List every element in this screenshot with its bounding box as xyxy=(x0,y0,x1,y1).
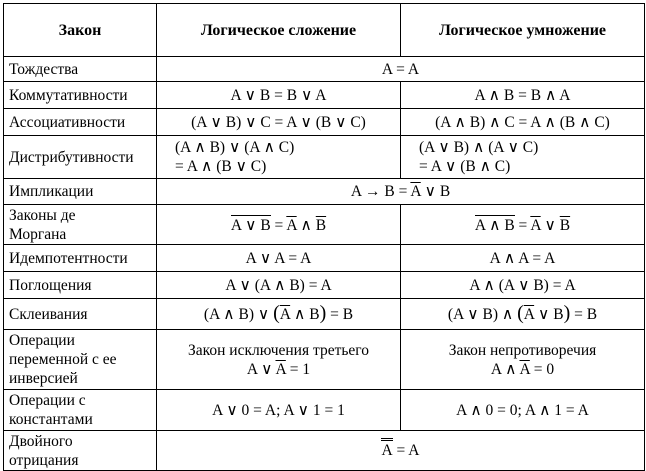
negated-a: $\overline{A}$ xyxy=(279,306,291,323)
formula-and xyxy=(401,136,645,179)
negated-a: $\overline{A}$ xyxy=(410,183,421,200)
negated-a: $\overline{A}$ xyxy=(286,216,297,234)
formula-and: A ∧ (A ∨ B) = A xyxy=(401,272,645,299)
law-name: Поглощения xyxy=(4,272,157,299)
formula-or xyxy=(157,299,401,330)
row-constants xyxy=(4,390,645,431)
formula-part: ∨ xyxy=(540,216,560,234)
negated-expression: A ∧ B xyxy=(474,216,515,234)
law-name-line: инверсией xyxy=(9,370,78,387)
formula-and: A ∧ 0 = 0; A ∧ 1 = A xyxy=(401,390,645,431)
row-distributive xyxy=(4,136,645,179)
formula-or: A ∨ (A ∧ B) = A xyxy=(157,272,401,299)
formula-double-negation xyxy=(157,431,645,471)
formula-and: (A ∧ B) ∧ C = A ∧ (B ∧ C) xyxy=(401,109,645,136)
negated-a: $\overline{A}$ xyxy=(519,360,530,378)
row-inverse xyxy=(4,330,645,390)
formula-part: = 1 xyxy=(285,360,311,378)
law-subtitle: Закон исключения третьего xyxy=(187,341,370,359)
formula-part: ∧ B xyxy=(290,306,320,323)
formula-or: A ∨ 0 = A; A ∨ 1 = 1 xyxy=(157,390,401,431)
formula-part: = xyxy=(270,216,287,234)
law-name-line: Двойного xyxy=(9,432,73,450)
formula-line: (A ∧ B) ∨ (A ∧ C) xyxy=(175,139,295,156)
law-name: Идемпотентности xyxy=(4,245,157,272)
logic-laws-table xyxy=(3,3,645,471)
row-identity xyxy=(4,57,645,82)
law-name xyxy=(4,330,157,390)
formula-part: (A ∧ B) ∨ xyxy=(203,306,274,323)
law-name-line: Моргана xyxy=(9,225,67,243)
formula-part: A → B = xyxy=(350,183,411,200)
formula-and: A ∧ A = A xyxy=(401,245,645,272)
header-logical-or: Логическое сложение xyxy=(157,4,401,57)
formula-part: A ∧ xyxy=(490,360,520,378)
law-name: Дистрибутивности xyxy=(4,136,157,179)
law-name: Импликации xyxy=(4,179,157,205)
formula-part: = A xyxy=(392,442,420,459)
formula-part: = 0 xyxy=(529,360,555,378)
formula-line: = A ∧ (B ∨ C) xyxy=(175,158,267,175)
law-name-line: отрицания xyxy=(9,451,79,469)
row-gluing xyxy=(4,299,645,330)
law-name: Коммутативности xyxy=(4,82,157,109)
formula-line xyxy=(162,360,395,379)
negated-expression: A ∨ B xyxy=(230,216,271,234)
double-negated-a: A xyxy=(381,442,393,459)
formula-or: A ∨ A = A xyxy=(157,245,401,272)
formula-identity: A = A xyxy=(157,57,645,82)
negated-a: $\overline{A}$ xyxy=(530,216,541,234)
formula-or xyxy=(157,330,401,390)
formula-part: = B xyxy=(570,306,598,323)
row-implication xyxy=(4,179,645,205)
formula-or xyxy=(157,136,401,179)
formula-line: (A ∨ B) ∧ (A ∨ C) xyxy=(419,139,539,156)
formula-part: A ∨ xyxy=(246,360,276,378)
formula-and: A ∧ B = B ∧ A xyxy=(401,82,645,109)
formula-part: = xyxy=(514,216,531,234)
law-name-line: переменной с ее xyxy=(9,351,117,368)
law-name: Склеивания xyxy=(4,299,157,330)
formula-line: = A ∨ (B ∧ C) xyxy=(419,158,511,175)
negated-a: $\overline{A}$ xyxy=(523,306,535,323)
header-law: Закон xyxy=(4,4,157,57)
formula-part: ∧ xyxy=(296,216,316,234)
row-associative xyxy=(4,109,645,136)
law-name xyxy=(4,431,157,471)
header-row xyxy=(4,4,645,57)
law-name-line: Законы де xyxy=(9,206,76,224)
paren-close: ) xyxy=(319,302,327,324)
law-subtitle: Закон непротиворечия xyxy=(448,341,597,359)
formula-or: A ∨ B = B ∨ A xyxy=(157,82,401,109)
paren-open: ( xyxy=(517,302,524,324)
row-absorption xyxy=(4,272,645,299)
law-name-line: константами xyxy=(9,411,93,428)
law-name-line: Операции xyxy=(9,332,75,349)
formula-and xyxy=(401,330,645,390)
paren-close: ) xyxy=(563,302,571,324)
law-name xyxy=(4,390,157,431)
formula-part: (A ∨ B) ∧ xyxy=(447,306,518,323)
law-name-line: Операции с xyxy=(9,392,86,409)
row-demorgan xyxy=(4,205,645,245)
row-idempotent xyxy=(4,245,645,272)
formula-line xyxy=(406,360,639,379)
formula-or: (A ∨ B) ∨ C = A ∨ (B ∨ C) xyxy=(157,109,401,136)
formula-part: = B xyxy=(326,306,354,323)
formula-implication xyxy=(157,179,645,205)
formula-part: ∨ B xyxy=(420,183,451,200)
formula-part: ∨ B xyxy=(534,306,564,323)
law-name xyxy=(4,205,157,245)
law-name: Ассоциативности xyxy=(4,109,157,136)
negated-b: $\overline{B}$ xyxy=(315,216,327,234)
header-logical-and: Логическое умножение xyxy=(401,4,645,57)
formula-and xyxy=(401,205,645,245)
formula-or xyxy=(157,205,401,245)
row-double-negation xyxy=(4,431,645,471)
paren-open: ( xyxy=(273,302,280,324)
formula-and xyxy=(401,299,645,330)
row-commutative xyxy=(4,82,645,109)
law-name: Тождества xyxy=(4,57,157,82)
negated-a: $\overline{A}$ xyxy=(275,360,286,378)
negated-b: $\overline{B}$ xyxy=(559,216,571,234)
